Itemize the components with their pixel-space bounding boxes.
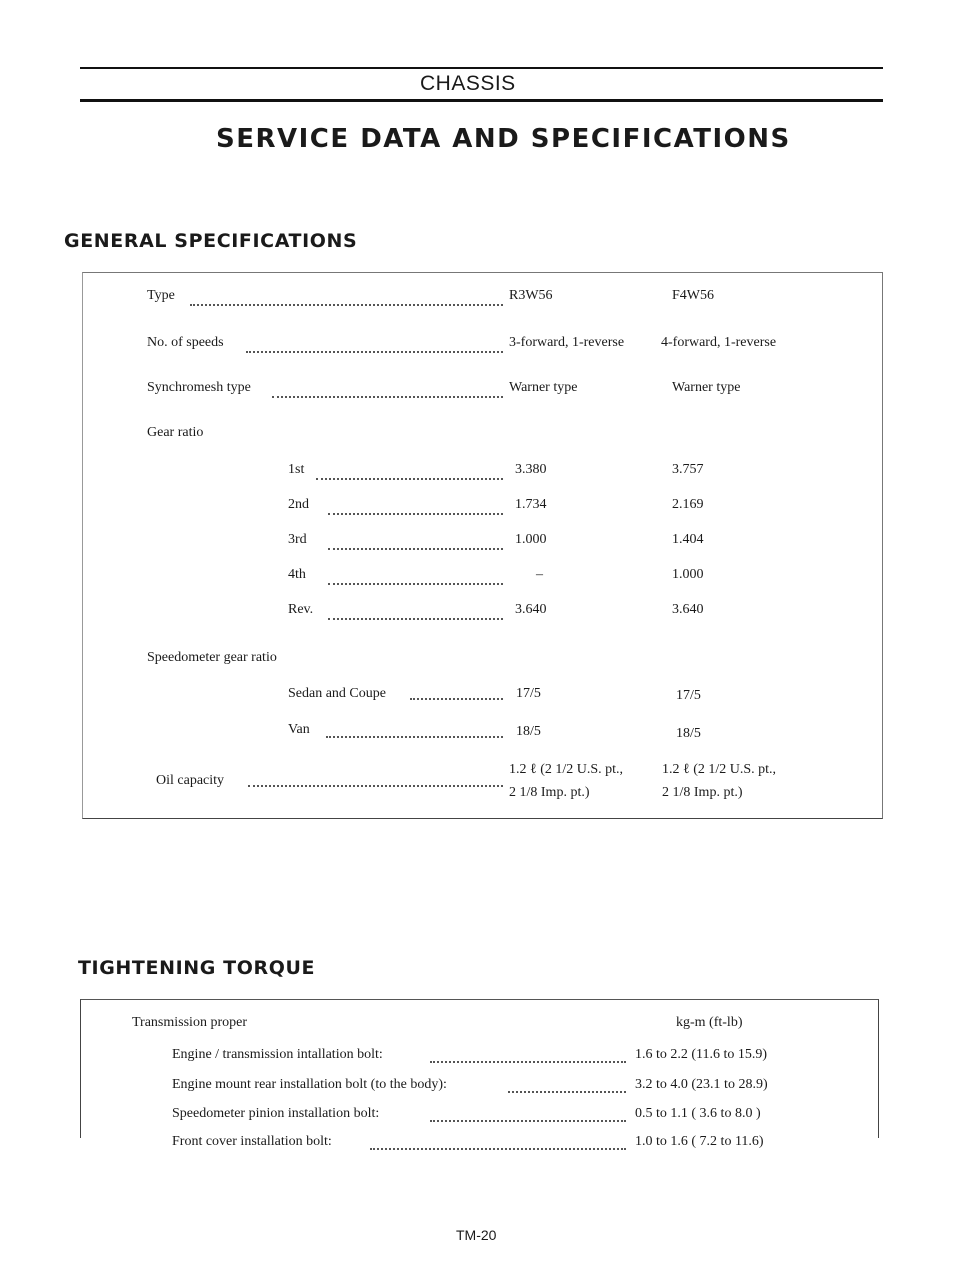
- r3w56-oil-line1: 1.2 ℓ (2 1/2 U.S. pt.,: [509, 762, 624, 777]
- r3w56-type: R3W56: [509, 288, 553, 303]
- speedo-label-van: Van: [288, 722, 310, 737]
- torque-label-front-cover: Front cover installation bolt:: [172, 1134, 332, 1149]
- dot-leader: [326, 722, 503, 738]
- f4w56-speedo-sedan: 17/5: [676, 688, 701, 703]
- r3w56-gear-1st: 3.380: [515, 462, 547, 477]
- f4w56-gear-2nd: 2.169: [672, 497, 704, 512]
- dot-leader: [272, 382, 503, 398]
- r3w56-gear-rev: 3.640: [515, 602, 547, 617]
- spec-label-gear-ratio: Gear ratio: [147, 425, 204, 440]
- gear-label-2nd: 2nd: [288, 497, 309, 512]
- r3w56-gear-2nd: 1.734: [515, 497, 547, 512]
- dot-leader: [316, 464, 503, 480]
- spec-label-type: Type: [147, 288, 175, 303]
- f4w56-speeds: 4-forward, 1-reverse: [661, 335, 777, 350]
- page-number: TM-20: [456, 1227, 497, 1243]
- spec-label-oil-capacity: Oil capacity: [156, 773, 225, 788]
- torque-label-speedometer-pinion: Speedometer pinion installation bolt:: [172, 1106, 380, 1121]
- spec-label-speedometer: Speedometer gear ratio: [147, 650, 277, 665]
- r3w56-gear-4th: –: [536, 567, 543, 582]
- r3w56-speedo-van: 18/5: [516, 724, 541, 739]
- dot-leader: [328, 499, 503, 515]
- f4w56-speedo-van: 18/5: [676, 726, 701, 741]
- f4w56-gear-1st: 3.757: [672, 462, 704, 477]
- header-top-rule: [80, 67, 883, 69]
- dot-leader: [328, 534, 503, 550]
- dot-leader: [328, 569, 503, 585]
- dot-leader: [508, 1077, 626, 1093]
- dot-leader: [328, 604, 503, 620]
- f4w56-gear-4th: 1.000: [672, 567, 704, 582]
- torque-value-front-cover: 1.0 to 1.6 ( 7.2 to 11.6): [635, 1134, 764, 1149]
- dot-leader: [410, 684, 503, 700]
- torque-value-engine-transmission: 1.6 to 2.2 (11.6 to 15.9): [635, 1047, 768, 1062]
- r3w56-speedo-sedan: 17/5: [516, 686, 541, 701]
- torque-unit-label: kg-m (ft-lb): [676, 1015, 743, 1030]
- f4w56-synchromesh: Warner type: [672, 380, 741, 395]
- general-specifications-heading: GENERAL SPECIFICATIONS: [64, 230, 358, 252]
- speedo-label-sedan-coupe: Sedan and Coupe: [288, 686, 386, 701]
- f4w56-oil-line1: 1.2 ℓ (2 1/2 U.S. pt.,: [662, 762, 777, 777]
- dot-leader: [430, 1047, 626, 1063]
- r3w56-speeds: 3-forward, 1-reverse: [509, 335, 625, 350]
- spec-label-synchromesh: Synchromesh type: [147, 380, 251, 395]
- torque-label-engine-mount: Engine mount rear installation bolt (to the body):: [172, 1077, 447, 1092]
- dot-leader: [246, 337, 503, 353]
- f4w56-type: F4W56: [672, 288, 714, 303]
- tightening-torque-heading: TIGHTENING TORQUE: [78, 957, 316, 979]
- dot-leader: [248, 771, 503, 787]
- f4w56-gear-rev: 3.640: [672, 602, 704, 617]
- page-title: SERVICE DATA AND SPECIFICATIONS: [216, 124, 791, 154]
- section-header: CHASSIS: [420, 72, 516, 95]
- gear-label-rev: Rev.: [288, 602, 314, 617]
- r3w56-synchromesh: Warner type: [509, 380, 578, 395]
- torque-label-engine-transmission: Engine / transmission intallation bolt:: [172, 1047, 383, 1062]
- r3w56-oil-line2: 2 1/8 Imp. pt.): [509, 785, 590, 800]
- gear-label-1st: 1st: [288, 462, 305, 477]
- spec-label-speeds: No. of speeds: [147, 335, 224, 350]
- r3w56-gear-3rd: 1.000: [515, 532, 547, 547]
- torque-value-engine-mount: 3.2 to 4.0 (23.1 to 28.9): [635, 1077, 768, 1092]
- dot-leader: [370, 1134, 626, 1150]
- dot-leader: [190, 290, 503, 306]
- gear-label-3rd: 3rd: [288, 532, 307, 547]
- f4w56-gear-3rd: 1.404: [672, 532, 704, 547]
- torque-group-label: Transmission proper: [132, 1015, 247, 1030]
- dot-leader: [430, 1106, 626, 1122]
- header-bottom-rule: [80, 99, 883, 102]
- gear-label-4th: 4th: [288, 567, 306, 582]
- f4w56-oil-line2: 2 1/8 Imp. pt.): [662, 785, 743, 800]
- torque-value-speedometer-pinion: 0.5 to 1.1 ( 3.6 to 8.0 ): [635, 1106, 761, 1121]
